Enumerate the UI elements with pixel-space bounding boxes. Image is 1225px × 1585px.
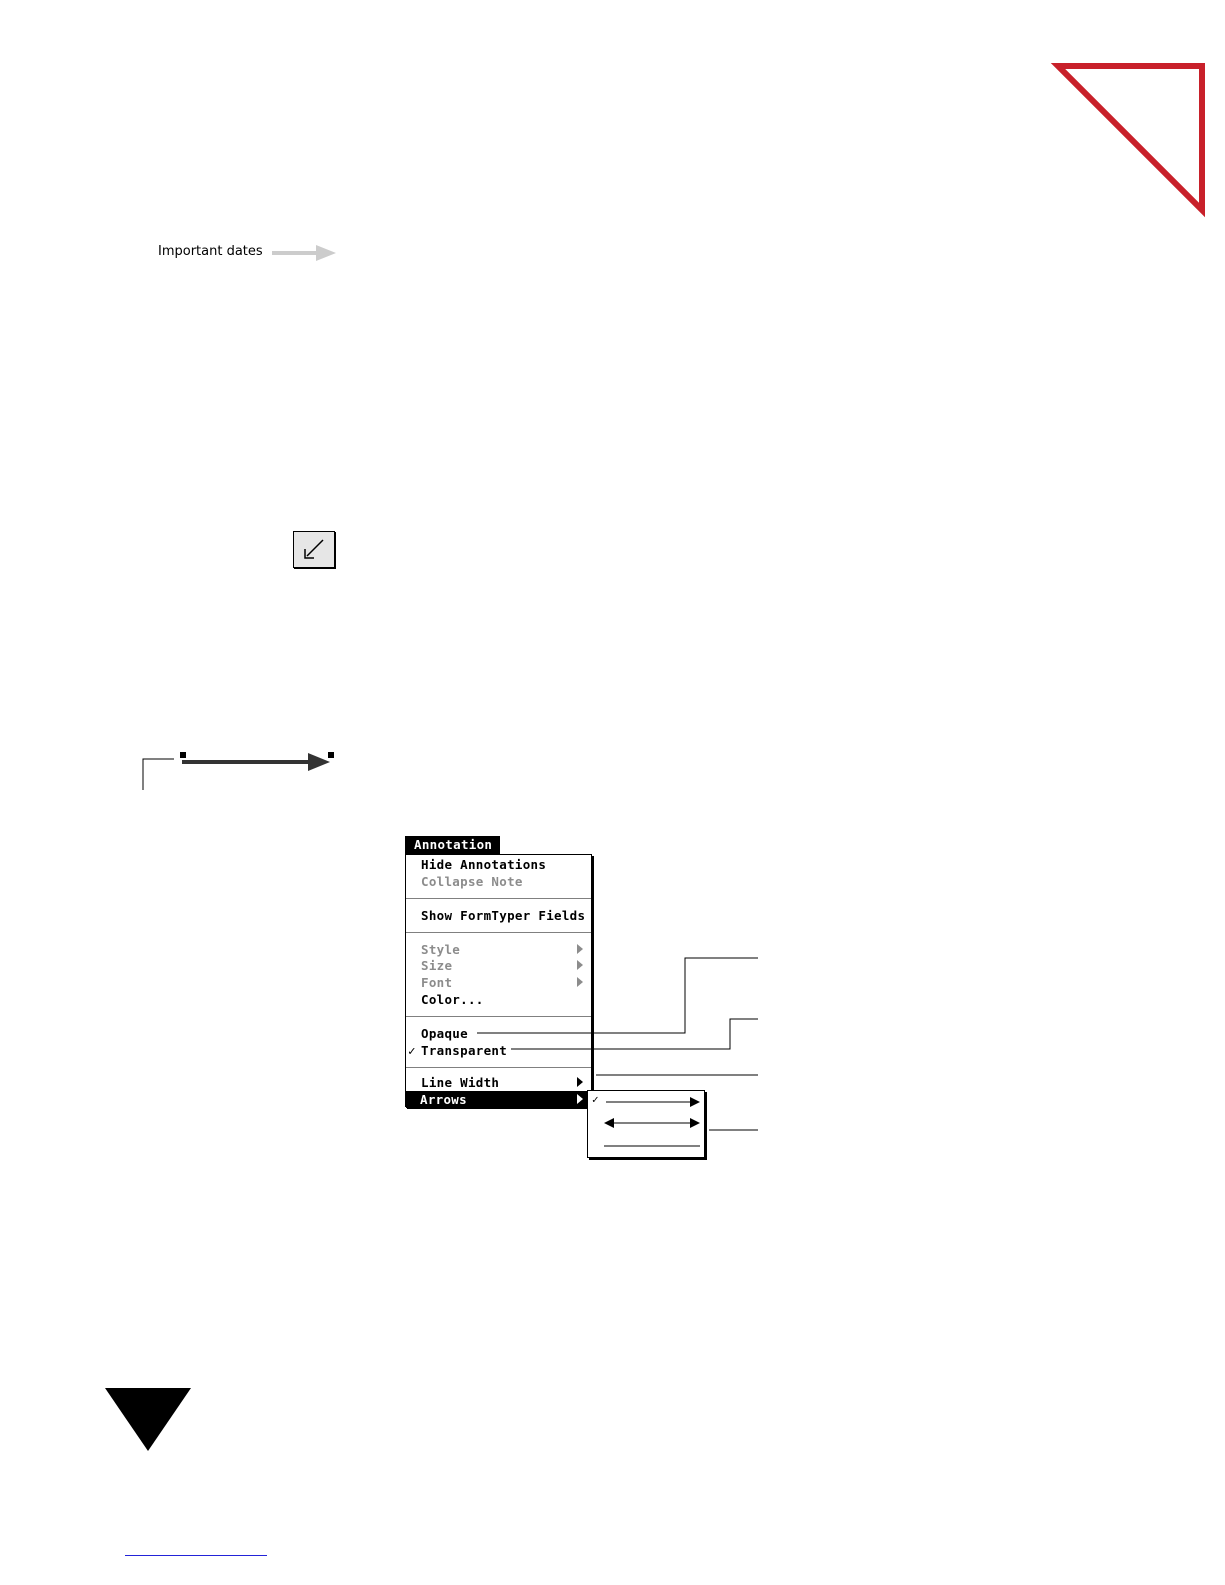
annotation-menu-title[interactable]: Annotation [405,836,500,854]
menu-item-line-width-label: Line Width [421,1075,500,1090]
menu-item-style-label: Style [421,942,461,957]
selection-handle-end [328,752,334,758]
menu-item-hide-annotations[interactable]: Hide Annotations [421,857,547,872]
corner-triangle-icon [1050,60,1210,220]
sample-annotation-text: Important dates [158,244,263,259]
menu-item-opaque[interactable]: Opaque [421,1026,468,1041]
next-page-triangle-icon[interactable] [105,1388,191,1451]
page-link-underline[interactable] [125,1555,267,1556]
menu-item-show-formtyper-fields[interactable]: Show FormTyper Fields [421,908,586,923]
menu-separator [406,932,591,933]
menu-separator [406,898,591,899]
selection-handle-start [180,752,186,758]
menu-item-size-label: Size [421,958,453,973]
menu-item-color[interactable]: Color... [421,992,484,1007]
callout-lines [470,950,770,1150]
gray-arrow-icon [272,244,338,262]
arrow-tool-button[interactable] [293,531,335,568]
menu-item-collapse-note[interactable]: Collapse Note [421,874,523,889]
selected-arrow-annotation[interactable] [130,745,345,795]
menu-item-arrows-label: Arrows [420,1092,467,1107]
menu-item-font-label: Font [421,975,453,990]
check-mark-icon: ✓ [408,1043,416,1058]
check-mark-icon: ✓ [592,1093,599,1106]
menu-item-transparent[interactable]: Transparent [421,1043,508,1058]
arrow-tool-icon [294,532,334,567]
